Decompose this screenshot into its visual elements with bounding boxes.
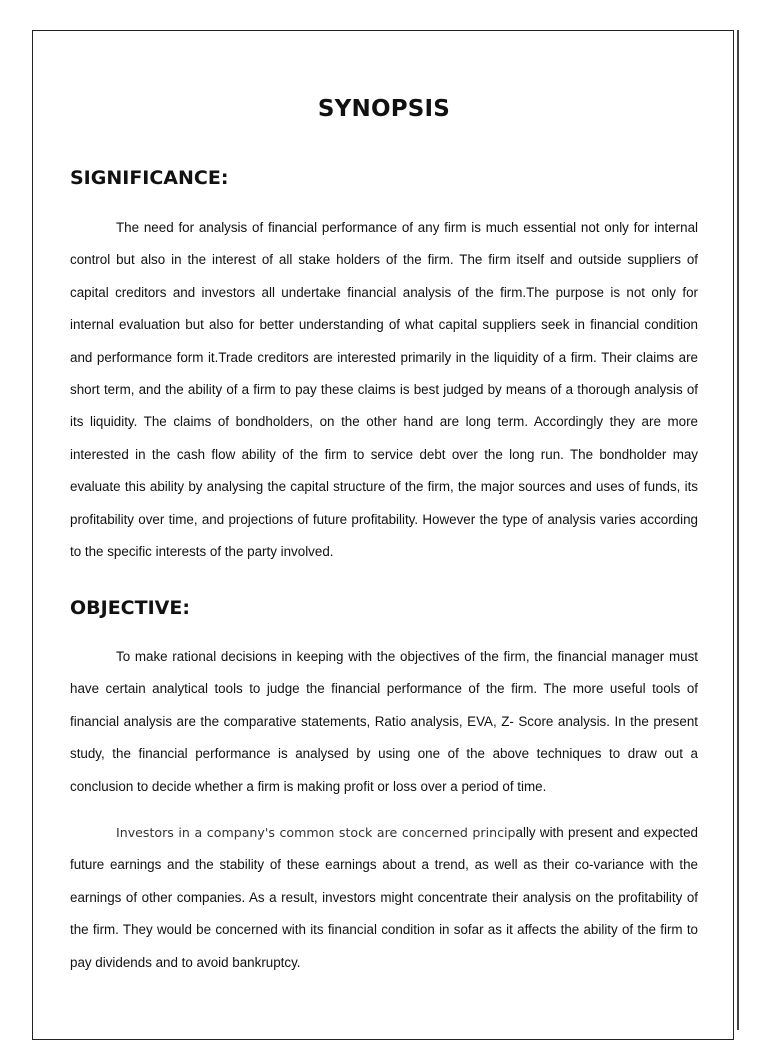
section-heading-objective: OBJECTIVE: [70, 597, 190, 619]
significance-paragraph-text: The need for analysis of financial performance of any firm is much essential not only for internal control but also in the interest of all stake holders of the firm. The firm itself and outside suppliers of capital creditors and investors all undertake financial analysis of the firm.The purpose is not only for internal evaluation but also for better understanding of what capital suppliers seek in financial condition and performance form it.Trade creditors are interested primarily in the liquidity of a firm. Their claims are short term, and the ability of a firm to pay these claims is best judged by means of a thorough analysis of its liquidity. The claims of bondholders, on the other hand are long term. Accordingly they are more interested in the cash flow ability of the firm to service debt over the long run. The bondholder may evaluate this ability by analysing the capital structure of the firm, the major sources and uses of funds, its profitability over time, and projections of future profitability. However the type of analysis varies according to the specific interests of the party involved. [70, 220, 698, 560]
objective-paragraph-1 [70, 641, 698, 803]
page-edge [737, 30, 739, 1030]
section-heading-significance: SIGNIFICANCE: [70, 167, 229, 189]
objective-paragraph-1-text: To make rational decisions in keeping with the objectives of the firm, the financial manager must have certain analytical tools to judge the financial performance of the firm. The more useful tools of financial analysis are the comparative statements, Ratio analysis, EVA, Z- Score analysis. In the present study, the financial performance is analysed by using one of the above techniques to draw out a conclusion to decide whether a firm is making profit or loss over a period of time. [70, 649, 698, 794]
objective-paragraph-2-lead: Investors in a company's common stock are concerned princip [116, 825, 516, 840]
objective-paragraph-2 [70, 817, 698, 979]
document-title: SYNOPSIS [317, 96, 451, 122]
significance-paragraph [70, 212, 698, 568]
objective-paragraph-2-rest: ally with present and expected future earnings and the stability of these earnings about a trend, as well as their co-variance with the earnings of other companies. As a result, investors might concentrate their analysis on the profitability of the firm. They would be concerned with its financial condition in sofar as it affects the ability of the firm to pay dividends and to avoid bankruptcy. [70, 825, 699, 970]
